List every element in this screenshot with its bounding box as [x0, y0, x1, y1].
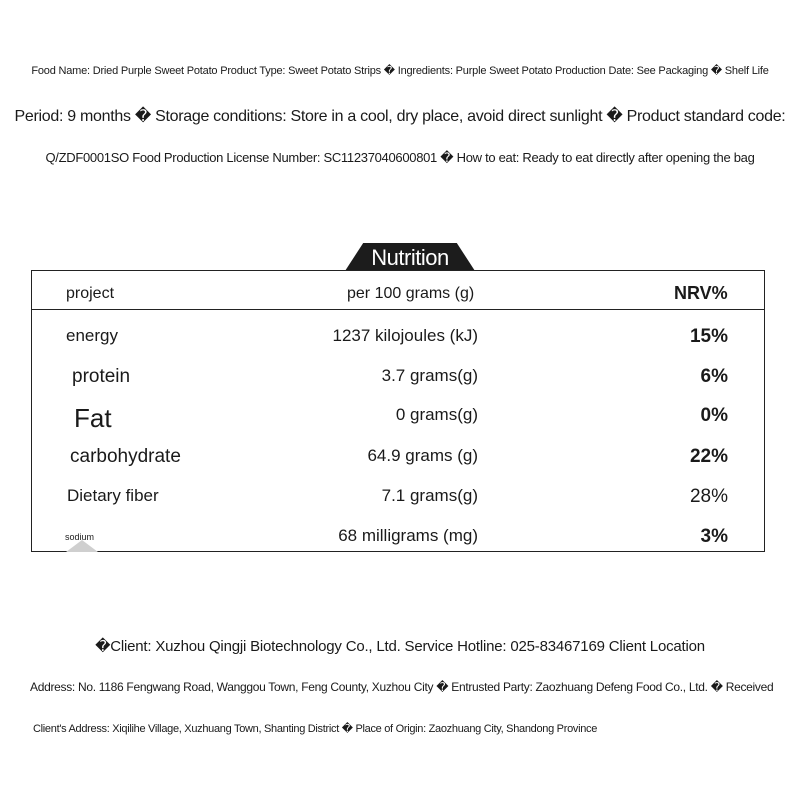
client-info-line-1: �Client: Xuzhou Qingji Biotechnology Co., Ltd. Service Hotline: 025-83467169 Client Location [95, 638, 705, 655]
nutrient-amount-sodium: 68 milligrams (mg) [338, 526, 478, 545]
nutrient-amount-fat: 0 grams(g) [395, 405, 478, 424]
nutrient-amount-dietary-fiber: 7.1 grams(g) [381, 486, 478, 505]
product-info-line-2: Period: 9 months � Storage conditions: Store in a cool, dry place, avoid direct sunlight � Product standard code: [14, 108, 786, 125]
column-header-amount: per 100 grams (g) [347, 285, 475, 302]
column-header-nrv: NRV% [674, 283, 728, 303]
client-info-line-3: Client's Address: Xiqilihe Village, Xuzhuang Town, Shanting District � Place of Origin: Zaozhuang City, Shandong Province [33, 723, 598, 735]
nutrient-name-carbohydrate: carbohydrate [70, 446, 181, 467]
client-info-line-2: Address: No. 1186 Fengwang Road, Wanggou Town, Feng County, Xuzhou City � Entrusted Party: Zaozhuang Defeng Food Co., Ltd. � Received [30, 680, 774, 694]
nutrient-nrv-fat: 0% [700, 405, 728, 426]
nutrient-nrv-energy: 15% [689, 326, 728, 347]
nutrient-name-protein: protein [72, 366, 131, 387]
nutrition-title: Nutrition [371, 245, 449, 270]
nutrient-amount-energy: 1237 kilojoules (kJ) [332, 326, 478, 345]
nutrient-nrv-dietary-fiber: 28% [689, 486, 728, 507]
nutrient-nrv-carbohydrate: 22% [689, 446, 728, 467]
nutrient-amount-carbohydrate: 64.9 grams (g) [367, 446, 478, 465]
nutrient-name-sodium: sodium [65, 532, 95, 542]
product-info-line-3: Q/ZDF0001SO Food Production License Number: SC11237040600801 � How to eat: Ready to eat directly after opening the bag [45, 150, 755, 165]
nutrient-nrv-protein: 6% [700, 366, 728, 387]
nutrient-amount-protein: 3.7 grams(g) [381, 366, 478, 385]
product-info-line-1: Food Name: Dried Purple Sweet Potato Product Type: Sweet Potato Strips � Ingredients: Purple Sweet Potato Production Date: See Packaging � Shelf Life [31, 65, 769, 77]
table-header-divider [31, 309, 765, 310]
nutrient-name-dietary-fiber: Dietary fiber [67, 486, 159, 505]
nutrient-name-energy: energy [66, 326, 118, 345]
nutrient-nrv-sodium: 3% [700, 526, 728, 547]
column-header-project: project [66, 285, 115, 302]
nutrient-name-fat: Fat [74, 403, 112, 433]
